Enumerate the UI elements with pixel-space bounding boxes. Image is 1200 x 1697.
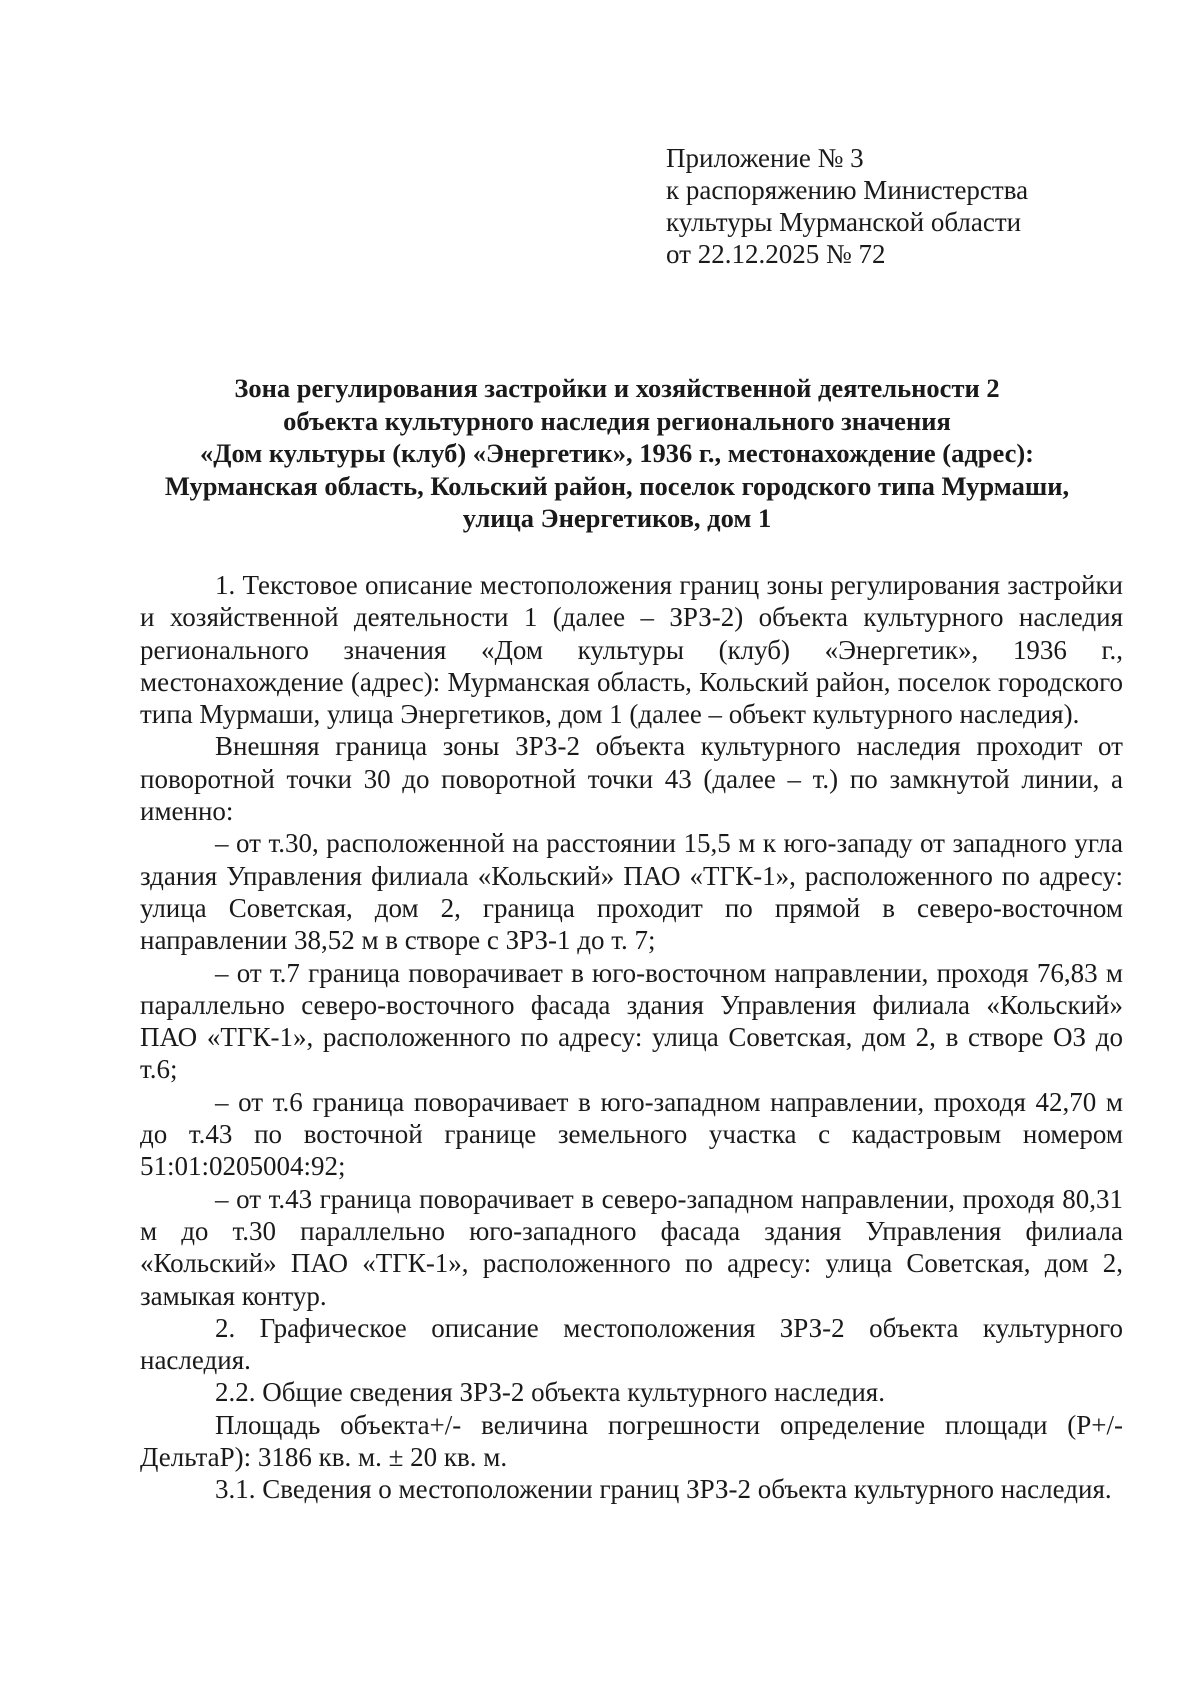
title-line: Зона регулирования застройки и хозяйственной деятельности 2 xyxy=(234,373,1000,403)
document-body xyxy=(140,569,1123,1506)
paragraph-text-description: 1. Текстовое описание местоположения границ зоны регулирования застройки и хозяйственной деятельности 1 (далее – ЗРЗ-2) объекта культурного наследия регионального значения «Дом культуры (клуб) «Энергетик», 1936 г., местонахождение (адрес): Мурманская область, Кольский район, поселок городского типа Мурмаши, улица Энергетиков, дом 1 (далее – объект культурного наследия). xyxy=(140,570,1123,730)
paragraph-general-info: 2.2. Общие сведения ЗРЗ-2 объекта культурного наследия. xyxy=(215,1377,885,1408)
title-line: улица Энергетиков, дом 1 xyxy=(462,503,772,533)
appendix-line: к распоряжению Министерства xyxy=(666,175,1029,205)
paragraph-area: Площадь объекта+/- величина погрешности определение площади (P+/-ДельтаP): 3186 кв. м. ± 20 кв. м. xyxy=(140,1409,1123,1473)
document-title xyxy=(130,372,1104,535)
appendix-line: от 22.12.2025 № 72 xyxy=(666,239,886,269)
title-line: «Дом культуры (клуб) «Энергетик», 1936 г., местонахождение (адрес): xyxy=(199,438,1034,468)
title-line: Мурманская область, Кольский район, поселок городского типа Мурмаши, xyxy=(164,470,1070,501)
boundary-segment-item: – от т.6 граница поворачивает в юго-западном направлении, проходя 42,70 м до т.43 по восточной границе земельного участка с кадастровым номером 51:01:0205004:92; xyxy=(140,1086,1123,1182)
boundary-segment-item: – от т.7 граница поворачивает в юго-восточном направлении, проходя 76,83 м параллельно северо-восточного фасада здания Управления филиала «Кольский» ПАО «ТГК-1», расположенного по адресу: улица Советская, дом 2, в створе ОЗ до т.6; xyxy=(140,957,1123,1085)
title-line: объекта культурного наследия регионального значения xyxy=(283,405,951,436)
appendix-line: культуры Мурманской области xyxy=(666,207,1022,237)
boundary-segment-item: – от т.30, расположенной на расстоянии 15,5 м к юго-западу от западного угла здания Управления филиала «Кольский» ПАО «ТГК-1», расположенного по адресу: улица Советская, дом 2, граница проходит по прямой в северо-восточном направлении 38,52 м в створе с ЗРЗ-1 до т. 7; xyxy=(140,828,1123,956)
paragraph-graphic-description: 2. Графическое описание местоположения ЗРЗ-2 объекта культурного наследия. xyxy=(140,1312,1123,1376)
appendix-line: Приложение № 3 xyxy=(666,143,864,173)
appendix-header xyxy=(666,142,1028,270)
paragraph-outer-boundary: Внешняя граница зоны ЗРЗ-2 объекта культурного наследия проходит от поворотной точки 30 до поворотной точки 43 (далее – т.) по замкнутой линии, а именно: xyxy=(140,731,1123,827)
boundary-segment-item: – от т.43 граница поворачивает в северо-западном направлении, проходя 80,31 м до т.30 параллельно юго-западного фасада здания Управления филиала «Кольский» ПАО «ТГК-1», расположенного по адресу: улица Советская, дом 2, замыкая контур. xyxy=(140,1183,1123,1311)
paragraph-boundary-info: 3.1. Сведения о местоположении границ ЗРЗ-2 объекта культурного наследия. xyxy=(215,1474,1112,1505)
